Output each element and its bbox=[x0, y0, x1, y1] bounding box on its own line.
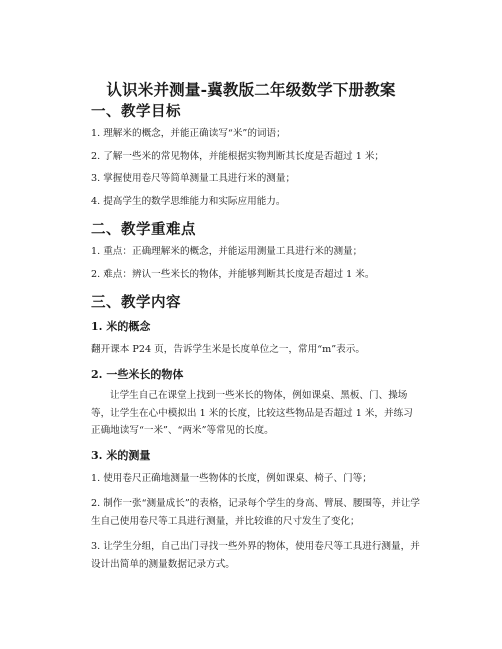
document-title: 认识米并测量-冀教版二年级数学下册教案 bbox=[106, 80, 396, 99]
subsection-heading-objects: 2. 一些米长的物体 bbox=[91, 368, 184, 381]
objective-item: 4. 提高学生的数学思维能力和实际应用能力。 bbox=[91, 196, 286, 207]
objective-item: 3. 掌握使用卷尺等简单测量工具进行米的测量； bbox=[91, 173, 296, 184]
objective-item: 2. 了解一些米的常见物体，并能根据实物判断其长度是否超过 1 米； bbox=[91, 151, 385, 162]
measurement-item: 1. 使用卷尺正确地测量一些物体的长度，例如课桌、椅子、门等； bbox=[91, 473, 372, 484]
subsection-heading-concept: 1. 米的概念 bbox=[91, 320, 151, 333]
key-point-item: 1. 重点：正确理解米的概念，并能运用测量工具进行米的测量； bbox=[91, 246, 363, 257]
subsection-heading-measurement: 3. 米的测量 bbox=[91, 449, 151, 462]
section-heading-content: 三、教学内容 bbox=[91, 294, 181, 311]
measurement-item: 3. 让学生分组，自己出门寻找一些外界的物体，使用卷尺等工具进行测量，并设计出简单的测量数据记录方式。 bbox=[91, 541, 420, 570]
objects-paragraph: 让学生自己在课堂上找到一些米长的物体，例如课桌、黑板、门、操场等，让学生在心中模拟出 1 米的长度，比较这些物品是否超过 1 米，并练习正确地读写“一米”、“两米”等常见的长度。 bbox=[91, 390, 413, 436]
key-point-item: 2. 难点：辨认一些米长的物体，并能够判断其长度是否超过 1 米。 bbox=[91, 269, 375, 280]
section-heading-objectives: 一、教学目标 bbox=[91, 103, 181, 120]
measurement-item: 2. 制作一张“测量成长”的表格，记录每个学生的身高、臂展、腰围等，并让学生自己使用卷尺等工具进行测量，并比较谁的尺寸发生了变化； bbox=[91, 498, 421, 527]
concept-paragraph: 翻开课本 P24 页，告诉学生米是长度单位之一，常用“m”表示。 bbox=[91, 344, 365, 355]
objective-item: 1. 理解米的概念，并能正确读写“米”的词语； bbox=[91, 128, 286, 139]
section-heading-key-points: 二、教学重难点 bbox=[91, 221, 196, 238]
